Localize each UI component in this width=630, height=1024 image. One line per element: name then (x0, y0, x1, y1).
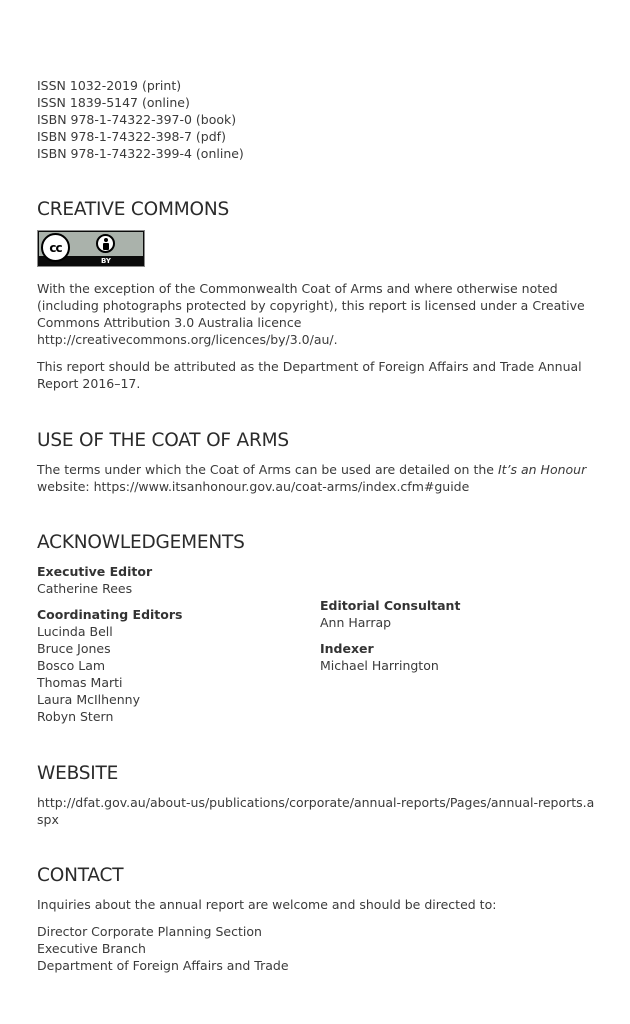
isbn-online: ISBN 978-1-74322-399-4 (online) (37, 146, 244, 161)
coordinating-editor-name: Bruce Jones (37, 641, 111, 656)
coordinating-editor-name: Laura McIlhenny (37, 692, 140, 707)
coordinating-editors-role: Coordinating Editors (37, 607, 183, 622)
acknowledgements-heading: ACKNOWLEDGEMENTS (37, 532, 245, 553)
coordinating-editor-name: Thomas Marti (37, 675, 123, 690)
its-an-honour-title: It’s an Honour (497, 462, 587, 477)
isbn-book: ISBN 978-1-74322-397-0 (book) (37, 112, 237, 127)
creative-commons-heading: CREATIVE COMMONS (37, 199, 230, 220)
issn-list (37, 77, 244, 162)
coat-of-arms-paragraph (37, 461, 597, 495)
acknowledgements-right-column (320, 597, 590, 674)
isbn-pdf: ISBN 978-1-74322-398-7 (pdf) (37, 129, 226, 144)
coat-text-after: website: https://www.itsanhonour.gov.au/coat-arms/index.cfm#guide (37, 479, 470, 494)
coordinating-editor-name: Bosco Lam (37, 658, 106, 673)
indexer-name: Michael Harrington (320, 658, 439, 673)
coat-of-arms-heading: USE OF THE COAT OF ARMS (37, 430, 289, 451)
coordinating-editor-name: Lucinda Bell (37, 624, 113, 639)
badge-by-label: BY (100, 257, 112, 265)
executive-editor-role: Executive Editor (37, 564, 153, 579)
cc-attribution-paragraph: This report should be attributed as the Department of Foreign Affairs and Trade Annual Report 2016–17. (37, 359, 582, 391)
indexer-role: Indexer (320, 641, 374, 656)
cc-icon-label: cc (49, 240, 62, 255)
website-url-text[interactable]: http://dfat.gov.au/about-us/publications/corporate/annual-reports/Pages/annual-reports.aspx (37, 795, 595, 827)
coordinating-editor-name: Robyn Stern (37, 709, 114, 724)
website-heading: WEBSITE (37, 763, 119, 784)
cc-icon (41, 233, 70, 262)
address-line: Executive Branch (37, 941, 146, 956)
cc-by-badge (37, 230, 145, 267)
contact-intro: Inquiries about the annual report are welcome and should be directed to: (37, 897, 497, 912)
attribution-person-icon (96, 234, 115, 253)
issn-print: ISSN 1032-2019 (print) (37, 78, 182, 93)
issn-online: ISSN 1839-5147 (online) (37, 95, 190, 110)
editorial-consultant-role: Editorial Consultant (320, 598, 461, 613)
coat-text-before: The terms under which the Coat of Arms can be used are detailed on the (37, 462, 498, 477)
contact-heading: CONTACT (37, 865, 124, 886)
address-line: Director Corporate Planning Section (37, 924, 262, 939)
contact-address (37, 923, 289, 974)
website-url (37, 794, 597, 828)
editorial-consultant-name: Ann Harrap (320, 615, 392, 630)
acknowledgements-left-column (37, 563, 297, 725)
cc-licence-paragraph: With the exception of the Commonwealth Coat of Arms and where otherwise noted (including photographs protected by copyright), this report is licensed under a Creative Commons Attribution 3.0 Australia licence http://creativecommons.org/licences/by/3.0/au/. (37, 281, 585, 347)
executive-editor-name: Catherine Rees (37, 581, 133, 596)
address-line: Department of Foreign Affairs and Trade (37, 958, 289, 973)
